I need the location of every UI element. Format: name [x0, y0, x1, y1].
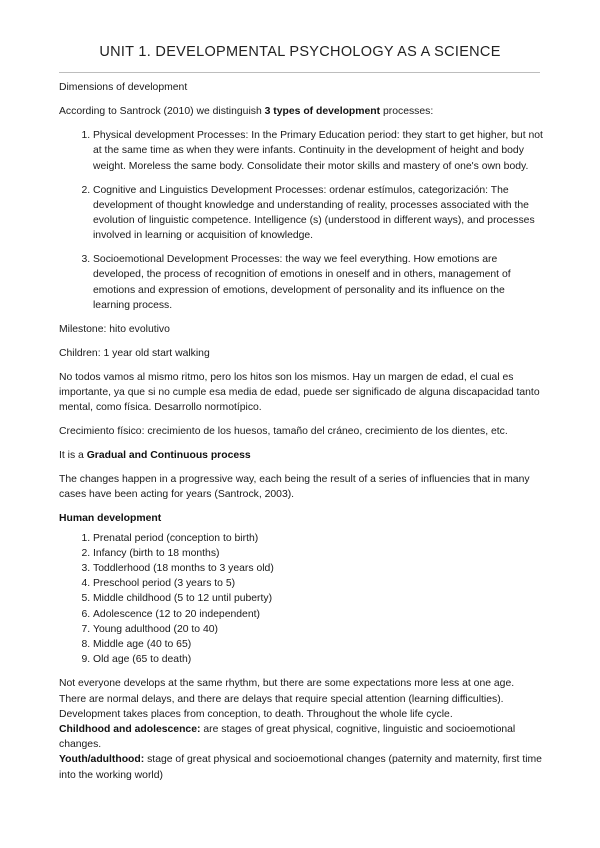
intro-text-before: According to Santrock (2010) we distinguish — [59, 106, 265, 117]
youth-bold: Youth/adulthood: — [59, 754, 145, 766]
list-item: 1. Physical development Processes: In the Primary Education period: they start to get higher, but not at the same time as when they were infants. Continuity in the development of height and body weight. Moreless the same body. Consolidate their motor skills and mastery of one's own body. — [93, 128, 543, 174]
children-line: Children: 1 year old start walking — [59, 347, 210, 359]
list-item: 3. Toddlerhood (18 months to 3 years old) — [93, 561, 543, 576]
childhood-text: are stages of great physical, cognitive, linguistic and socioemotional changes. — [59, 724, 516, 751]
gradual-bold: Gradual and Continuous process — [86, 450, 251, 462]
page-title: UNIT 1. DEVELOPMENTAL PSYCHOLOGY AS A SCIENCE — [99, 44, 501, 60]
intro-text-after: processes: — [380, 106, 434, 117]
gradual-text: It is a — [59, 450, 87, 462]
title-divider — [59, 72, 540, 73]
list-item: 9. Old age (65 to death) — [93, 652, 543, 667]
intro-bold: 3 types of development — [264, 106, 381, 117]
stages-list — [59, 531, 543, 668]
human-development-heading — [59, 511, 543, 526]
list-item: 5. Middle childhood (5 to 12 until puberty) — [93, 591, 543, 606]
gradual-line — [59, 448, 543, 463]
milestone-line: Milestone: hito evolutivo — [59, 323, 170, 335]
crecimiento-line: Crecimiento físico: crecimiento de los huesos, tamaño del cráneo, crecimiento de los dientes, etc. — [59, 426, 508, 438]
list-item: 1. Prenatal period (conception to birth) — [93, 531, 543, 546]
rhythm-line: Development takes places from conception, to death. Throughout the whole life cycle. — [59, 708, 453, 720]
dimensions-heading: Dimensions of development — [59, 82, 188, 93]
list-item: 6. Adolescence (12 to 20 independent) — [93, 607, 543, 622]
youth-text: stage of great physical and socioemotional changes (paternity and maternity, first time into the working world) — [59, 754, 542, 781]
spanish-paragraph: No todos vamos al mismo ritmo, pero los hitos son los mismos. Hay un margen de edad, el cual es importante, ya que si no cumple esa media de edad, puede ser significado de alguna discapacidad tanto mental, como física. Desarrollo normotípico. — [59, 371, 540, 414]
intro-paragraph — [59, 104, 543, 119]
changes-paragraph: The changes happen in a progressive way, each being the result of a series of influencies that in many cases have been acting for years (Santrock, 2003). — [59, 474, 530, 501]
document-body — [59, 80, 543, 783]
youth-line — [59, 752, 543, 782]
list-item: 7. Young adulthood (20 to 40) — [93, 622, 543, 637]
list-item: 8. Middle age (40 to 65) — [93, 637, 543, 652]
childhood-line — [59, 722, 543, 752]
list-item: 3. Socioemotional Development Processes: the way we feel everything. How emotions are developed, the process of recognition of emotions in oneself and in others, management of emotions and expression of emotions, development of personality and its influence on the learning process. — [93, 252, 543, 313]
childhood-bold: Childhood and adolescence: — [59, 724, 201, 736]
list-item: 2. Cognitive and Linguistics Development Processes: ordenar estímulos, categorización: The development of thought knowledge and understanding of reality, processes associated with the evolution of linguistic competence. Intelligence (s) (understood in different ways), and processes involved in learning or acquisition of knowledge. — [93, 183, 543, 244]
human-development-heading-text: Human development — [59, 513, 162, 525]
list-item: 4. Preschool period (3 years to 5) — [93, 576, 543, 591]
rhythm-line: There are normal delays, and there are delays that require special attention (learning difficulties). — [59, 693, 504, 705]
development-types-list — [59, 128, 543, 313]
rhythm-line: Not everyone develops at the same rhythm, but there are some expectations more less at one age. — [59, 678, 515, 690]
list-item: 2. Infancy (birth to 18 months) — [93, 546, 543, 561]
rhythm-block — [59, 676, 543, 782]
